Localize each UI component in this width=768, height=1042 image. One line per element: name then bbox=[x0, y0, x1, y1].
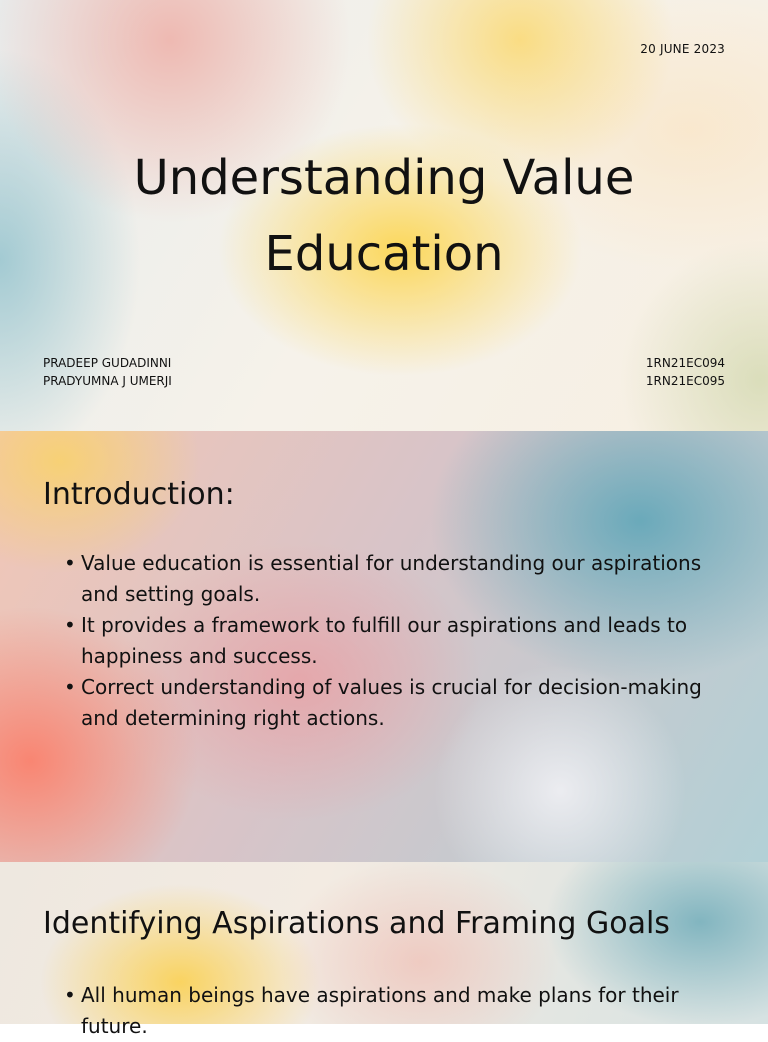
author-name: PRADYUMNA J UMERJI bbox=[43, 374, 172, 388]
list-item-text: All human beings have aspirations and make plans for their future. bbox=[81, 983, 679, 1038]
introduction-slide bbox=[0, 431, 768, 862]
author-id: 1RN21EC095 bbox=[645, 374, 725, 388]
author-ids bbox=[646, 354, 725, 390]
bullet-icon: • bbox=[64, 983, 76, 1007]
aspirations-slide bbox=[0, 862, 768, 1038]
bullet-list bbox=[62, 548, 732, 734]
list-item-text: Correct understanding of values is crucial for decision-making and determining right actions. bbox=[81, 675, 702, 730]
presentation-date: 20 JUNE 2023 bbox=[640, 42, 725, 56]
title-slide bbox=[0, 0, 768, 431]
list-item bbox=[62, 610, 732, 672]
bullet-icon: • bbox=[64, 613, 76, 637]
list-item-text: Value education is essential for understanding our aspirations and setting goals. bbox=[81, 551, 702, 606]
author-name: PRADEEP GUDADINNI bbox=[43, 356, 172, 370]
bullet-icon: • bbox=[64, 551, 76, 575]
list-item-text: It provides a framework to fulfill our aspirations and leads to happiness and success. bbox=[81, 613, 688, 668]
bullet-icon: • bbox=[64, 675, 76, 699]
author-names bbox=[43, 354, 172, 390]
list-item bbox=[62, 548, 732, 610]
list-item bbox=[62, 980, 732, 1042]
slide-heading: Introduction: bbox=[43, 477, 235, 512]
slide-heading: Identifying Aspirations and Framing Goals bbox=[43, 906, 670, 941]
bullet-list bbox=[62, 980, 732, 1042]
slide-title bbox=[80, 140, 688, 292]
title-line-2: Education bbox=[264, 226, 504, 282]
title-line-1: Understanding Value bbox=[133, 150, 635, 206]
list-item bbox=[62, 672, 732, 734]
author-id: 1RN21EC094 bbox=[645, 356, 725, 370]
